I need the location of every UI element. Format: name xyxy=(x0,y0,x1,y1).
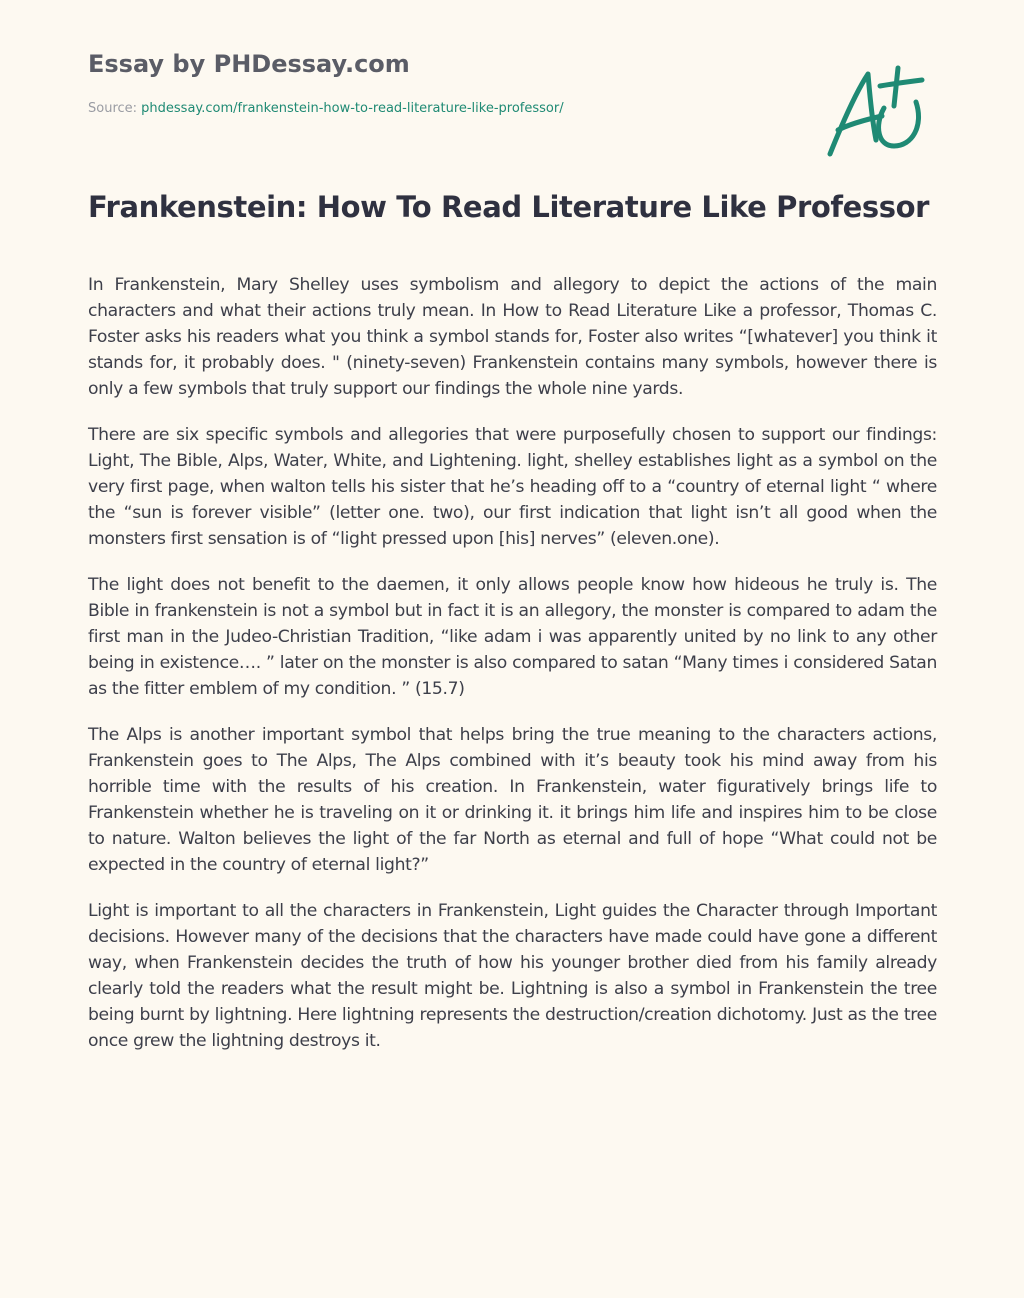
source-link[interactable]: phdessay.com/frankenstein-how-to-read-literature-like-professor/ xyxy=(141,101,564,116)
essay-body xyxy=(88,272,937,1074)
essay-paragraph: The light does not benefit to the daemen, it only allows people know how hideous he truly is. The Bible in frankenstein is not a symbol but in fact it is an allegory, the monster is compared to adam the first man in the Judeo-Christian Tradition, “like adam i was apparently united by no link to any other being in existence…. ” later on the monster is also compared to satan “Many times i considered Satan as the fitter emblem of my condition. ” (15.7) xyxy=(88,575,937,699)
essay-paragraph: There are six specific symbols and allegories that were purposefully chosen to support our findings: Light, The Bible, Alps, Water, White, and Lightening. light, shelley establishes light as a symbol on the very first page, when walton tells his sister that he’s heading off to a “country of eternal light “ where the “sun is forever visible” (letter one. two), our first indication that light isn’t all good when the monsters first sensation is of “light pressed upon [his] nerves” (eleven.one). xyxy=(88,425,937,549)
a-plus-grade-icon xyxy=(820,64,930,164)
site-brand: Essay by PHDessay.com xyxy=(88,50,410,78)
source-line xyxy=(88,101,564,116)
essay-paragraph: In Frankenstein, Mary Shelley uses symbolism and allegory to depict the actions of the main characters and what their actions truly mean. In How to Read Literature Like a professor, Thomas C. Foster asks his readers what you think a symbol stands for, Foster also writes “[whatever] you think it stands for, it probably does. " (ninety-seven) Frankenstein contains many symbols, however there is only a few symbols that truly support our findings the whole nine yards. xyxy=(88,275,937,399)
source-label: Source: xyxy=(88,101,142,116)
essay-paragraph: The Alps is another important symbol that helps bring the true meaning to the characters actions, Frankenstein goes to The Alps, The Alps combined with it’s beauty took his mind away from his horrible time with the results of his creation. In Frankenstein, water figuratively brings life to Frankenstein whether he is traveling on it or drinking it. it brings him life and inspires him to be close to nature. Walton believes the light of the far North as eternal and full of hope “What could not be expected in the country of eternal light?” xyxy=(88,725,937,875)
essay-title: Frankenstein: How To Read Literature Like Professor xyxy=(88,190,930,224)
essay-paragraph: Light is important to all the characters in Frankenstein, Light guides the Character through Important decisions. However many of the decisions that the characters have made could have gone a different way, when Frankenstein decides the truth of how his younger brother died from his family already clearly told the readers what the result might be. Lightning is also a symbol in Frankenstein the tree being burnt by lightning. Here lightning represents the destruction/creation dichotomy. Just as the tree once grew the lightning destroys it. xyxy=(88,901,937,1051)
